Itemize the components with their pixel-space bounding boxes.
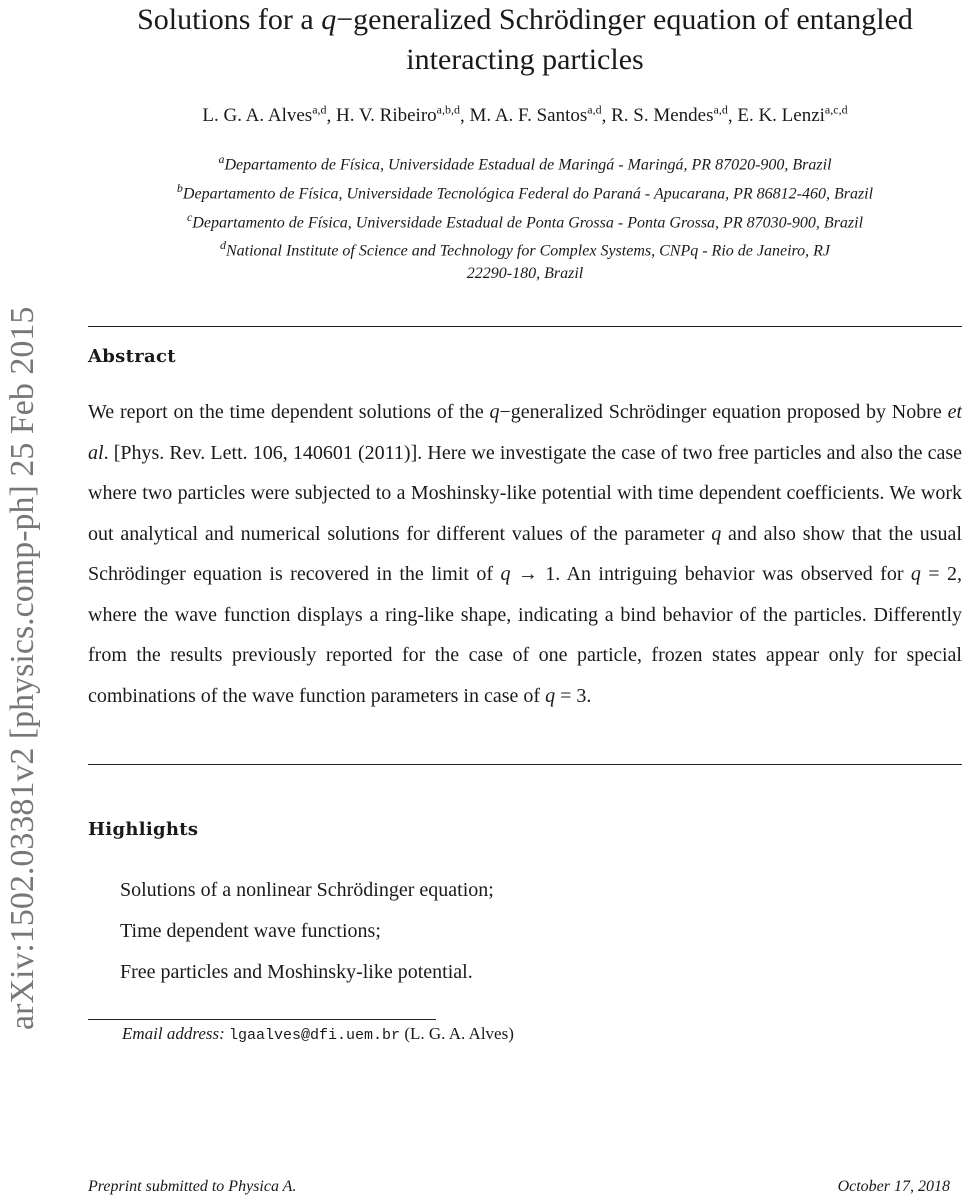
title-line-2: interacting particles [406,43,644,76]
abstract-text: We report on the time dependent solutions of the q−generalized Schrödinger equation proposed by Nobre et al. [Phys. Rev. Lett. 106, 140601 (2011)]. Here we investigate the case of two free particles and also the case where two particles were subjected to a Moshinsky-like potential with time dependent coefficients. We work out analytical and numerical solutions for different values of the parameter q and also show that the usual Schrödinger equation is recovered in the limit of q → 1. An intriguing behavior was observed for q = 2, where the wave function displays a ring-like shape, indicating a bind behavior of the particles. Differently from the results previously reported for the case of one particle, frozen states appear only for special combinations of the wave function parameters in case of q = 3. [88,401,962,707]
affiliation: $^c$Departamento de Física, Universidade Estadual de Ponta Grossa - Ponta Grossa, PR 87030-900, Brazil [186,209,864,231]
footer-date: October 17, 2018 [837,1178,950,1195]
author: H. V. Ribeiro$^{a,b,d}$ [336,103,460,127]
highlights-list [120,870,820,993]
footer-preprint-note: Preprint submitted to Physica A. [88,1178,297,1195]
affiliation: $^a$Departamento de Física, Universidade Estadual de Maringá - Maringá, PR 87020-900, Brazil [218,152,832,174]
author: L. G. A. Alves$^{a,d}$ [202,103,327,127]
arxiv-side-stamp: arXiv:1502.03381v2 [physics.comp-ph] 25 Feb 2015 [4,306,41,1030]
affiliation-list [60,148,962,286]
paper-title [60,0,962,80]
author: E. K. Lenzi$^{a,c,d}$ [737,103,848,127]
footnote-email: Email address: lgaalves@dfi.uem.br (L. G. A. Alves) [122,1024,514,1044]
list-item: Free particles and Moshinsky-like potential. [120,961,473,983]
affiliation: $^b$Departamento de Física, Universidade Tecnológica Federal do Paraná - Apucarana, PR 86812-460, Brazil [176,180,874,203]
affiliation: $^d$National Institute of Science and Technology for Complex Systems, CNPq - Rio de Janeiro, RJ [219,238,831,260]
footnote-rule [88,1019,436,1020]
list-item: Solutions of a nonlinear Schrödinger equation; [120,879,494,901]
affiliation-continued: 22290-180, Brazil [466,265,584,283]
list-item: Time dependent wave functions; [120,920,381,942]
email-link[interactable]: lgaalves@dfi.uem.br [229,1027,401,1044]
abstract-heading: Abstract [88,346,176,367]
abstract-bottom-rule [88,764,962,765]
author: M. A. F. Santos$^{a,d}$ [469,103,602,127]
abstract-top-rule [88,326,962,327]
highlights-heading: Highlights [88,819,199,840]
author: R. S. Mendes$^{a,d}$ [611,103,728,127]
title-line-1: Solutions for a q−generalized Schrödinger equation of entangled [137,3,913,36]
author-list: L. G. A. Alves$^{a,d}$, H. V. Ribeiro$^{a,b,d}$, M. A. F. Santos$^{a,d}$, R. S. Mendes$^{a,d}$, E. K. Lenzi$^{a,c,d}$ [202,103,848,127]
